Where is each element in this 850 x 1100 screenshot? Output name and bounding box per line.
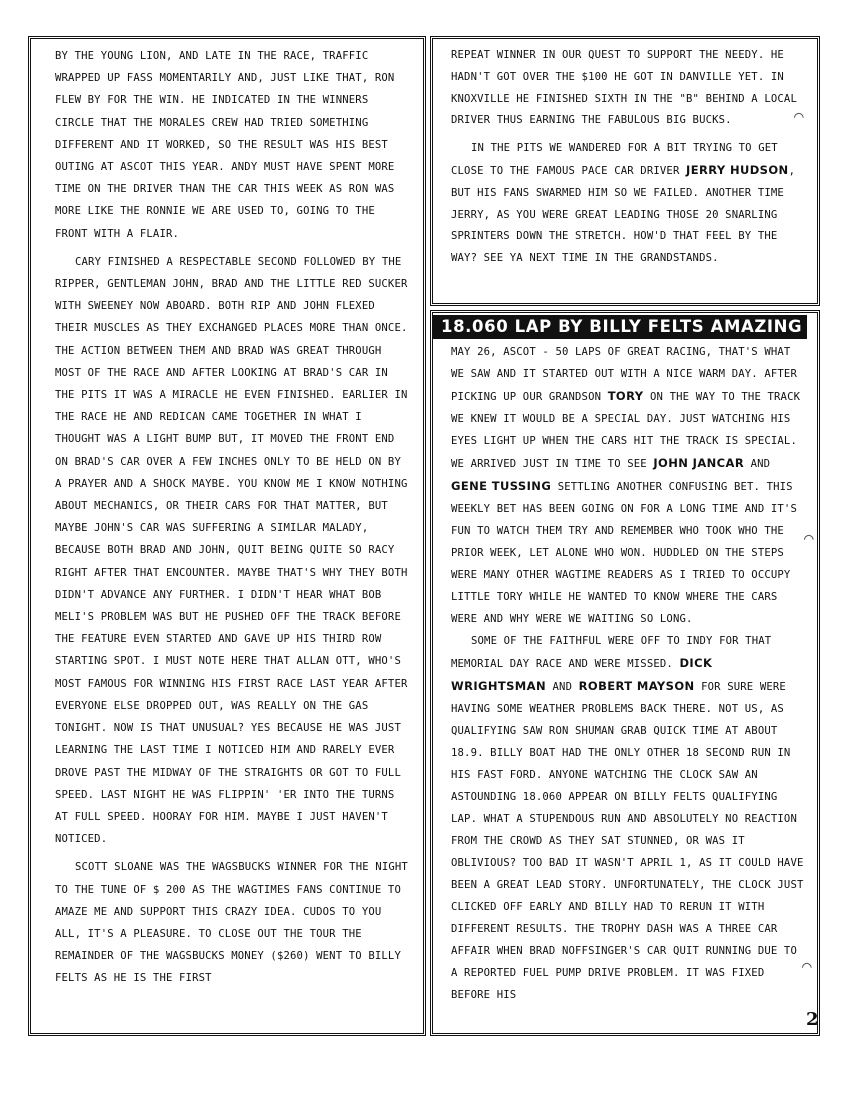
paragraph — [451, 138, 807, 270]
binder-mark-icon: ⌒ — [794, 106, 804, 125]
right-top-column — [430, 36, 820, 306]
text-run: ON THE WAY TO THE TRACK WE KNEW IT WOULD BE A SPECIAL DAY. JUST WATCHING HIS EYES LIGHT UP WHEN THE CARS HIT THE TRACK IS SPECIAL. WE ARRIVED JUST IN TIME TO SEE — [451, 391, 801, 470]
paragraph: BY THE YOUNG LION, AND LATE IN THE RACE, TRAFFIC WRAPPED UP FASS MOMENTARILY AND, JUST LIKE THAT, RON FLEW BY FOR THE WIN. HE INDICATED IN THE WINNERS CIRCLE THAT THE MORALES CREW HAD TRIED SOMETHING DIFFERENT AND IT WORKED, SO THE RESULT WAS HIS BEST OUTING AT ASCOT THIS YEAR. ANDY MUST HAVE SPENT MORE TIME ON THE DRIVER THAN THE CAR THIS WEEK AS RON WAS MORE LIKE THE RONNIE WE ARE USED TO, GOING TO THE FRONT WITH A FLAIR. — [55, 50, 395, 240]
paragraph: REPEAT WINNER IN OUR QUEST TO SUPPORT THE NEEDY. HE HADN'T GOT OVER THE $100 HE GOT IN DANVILLE YET. IN KNOXVILLE HE FINISHED SIXTH IN THE "B" BEHIND A LOCAL DRIVER THUS EARNING THE FABULOUS BIG BUCKS. — [451, 49, 797, 127]
page-number: 2 — [806, 1009, 819, 1030]
paragraph — [451, 630, 807, 1006]
text-run: MAY 26, ASCOT - 50 LAPS OF GREAT RACING, THAT'S WHAT WE SAW AND IT STARTED OUT WITH A NICE WARM DAY. AFTER PICKING UP OUR GRANDSON — [451, 346, 797, 403]
text-run: FOR SURE WERE HAVING SOME WEATHER PROBLEMS BACK THERE. NOT US, AS QUALIFYING SAW RON SHUMAN GRAB QUICK TIME AT ABOUT 18.9. BILLY BOAT HAD THE ONLY OTHER 18 SECOND RUN IN HIS FAST FORD. ANYONE WATCHING THE CLOCK SAW AN ASTOUNDING 18.060 APPEAR ON BILLY FELTS QUALIFYING LAP. WHAT A STUPENDOUS RUN AND ABSOLUTELY NO REACTION FROM THE CROWD AS THEY SAT STUNNED, OR WAS IT OBLIVIOUS? TOO BAD IT WASN'T APRIL 1, AS IT COULD HAVE BEEN A GREAT LEAD STORY. UNFORTUNATELY, THE CLOCK JUST CLICKED OFF EARLY AND BILLY HAD TO RERUN IT WITH DIFFERENT RESULTS. THE TROPHY DASH WAS A THREE CAR AFFAIR WHEN BRAD NOFFSINGER'S CAR QUIT RUNNING DUE TO A REPORTED FUEL PUMP DRIVE PROBLEM. IT WAS FIXED BEFORE HIS — [451, 681, 804, 1001]
paragraph — [451, 341, 807, 630]
person-name: ROBERT MAYSON — [578, 679, 695, 693]
person-name: JERRY HUDSON — [686, 162, 789, 177]
text-run: SOME OF THE FAITHFUL WERE OFF TO INDY FOR THAT MEMORIAL DAY RACE AND WERE MISSED. — [451, 635, 772, 670]
left-column — [28, 36, 426, 1036]
paragraph: CARY FINISHED A RESPECTABLE SECOND FOLLOWED BY THE RIPPER, GENTLEMAN JOHN, BRAD AND THE LITTLE RED SUCKER WITH SWEENEY NOW ABOARD. BOTH RIP AND JOHN FLEXED THEIR MUSCLES AS THEY EXCHANGED PLACES MORE THAN ONCE. THE ACTION BETWEEN THEM AND BRAD WAS GREAT THROUGH MOST OF THE RACE AND AFTER LOOKING AT BRAD'S CAR IN THE PITS IT WAS A MIRACLE HE EVEN FINISHED. EARLIER IN THE RACE HE AND REDICAN CAME TOGETHER IN WHAT I THOUGHT WAS A LIGHT BUMP BUT, IT MOVED THE FRONT END ON BRAD'S CAR OVER A FEW INCHES ONLY TO BE HELD ON BY A PRAYER AND A SHOCK MAYBE. YOU KNOW ME I KNOW NOTHING ABOUT MECHANICS, OR THEIR CARS FOR THAT MATTER, BUT MAYBE JOHN'S CAR WAS SUFFERING A SIMILAR MALADY, BECAUSE BOTH BRAD AND JOHN, QUIT BEING QUITE SO RACY RIGHT AFTER THAT ENCOUNTER. MAYBE THAT'S WHY THEY BOTH DIDN'T ADVANCE ANY FURTHER. I DIDN'T HEAR WHAT BOB MELI'S PROBLEM WAS BUT HE PUSHED OFF THE TRACK BEFORE THE FEATURE EVEN STARTED AND GAVE UP HIS THIRD ROW STARTING SPOT. I MUST NOTE HERE THAT ALLAN OTT, WHO'S MOST FAMOUS FOR WINNING HIS FIRST RACE LAST YEAR AFTER EVERYONE ELSE DROPPED OUT, WAS REALLY ON THE GAS TONIGHT. NOW IS THAT UNUSUAL? YES BECAUSE HE WAS JUST LEARNING THE LAST TIME I NOTICED HIM AND RARELY EVER DROVE PAST THE MIDWAY OF THE STRAIGHTS OR GOT TO FULL SPEED. LAST NIGHT HE WAS FLIPPIN' 'ER INTO THE TURNS AT FULL SPEED. HOORAY FOR HIM. MAYBE I JUST HAVEN'T NOTICED. — [55, 255, 408, 846]
binder-mark-icon: ⌒ — [804, 528, 814, 547]
article-body — [433, 341, 807, 1006]
text-run: SETTLING ANOTHER CONFUSING BET. THIS WEEKLY BET HAS BEEN GOING ON FOR A LONG TIME AND IT'S FUN TO WATCH THEM TRY AND REMEMBER WHO TOOK WHO THE PRIOR WEEK, LET ALONE WHO WON. HUDDLED ON THE STEPS WERE MANY OTHER WAGTIME READERS AS I TRIED TO OCCUPY LITTLE TORY WHILE HE WANTED TO KNOW WHERE THE CARS WERE AND WHY WERE WE WAITING SO LONG. — [451, 481, 797, 625]
person-name: GENE TUSSING — [451, 479, 552, 493]
person-name: DICK WRIGHTSMAN — [451, 656, 713, 693]
text-run: , BUT HIS FANS SWARMED HIM SO WE FAILED. ANOTHER TIME JERRY, AS YOU WERE GREAT LEADING THOSE 20 SNARLING SPRINTERS DOWN THE STRETCH. HOW'D THAT FEEL BY THE WAY? SEE YA NEXT TIME IN THE GRANDSTANDS. — [451, 164, 796, 265]
person-name: TORY — [607, 389, 644, 403]
text-run: AND — [750, 458, 771, 470]
text-run: IN THE PITS WE WANDERED FOR A BIT TRYING TO GET CLOSE TO THE FAMOUS PACE CAR DRIVER — [451, 142, 778, 177]
paragraph: SCOTT SLOANE WAS THE WAGSBUCKS WINNER FOR THE NIGHT TO THE TUNE OF $ 200 AS THE WAGTIMES FANS CONTINUE TO AMAZE ME AND SUPPORT THIS CRAZY IDEA. CUDOS TO YOU ALL, IT'S A PLEASURE. TO CLOSE OUT THE TOUR THE REMAINDER OF THE WAGSBUCKS MONEY ($260) WENT TO BILLY FELTS AS HE IS THE FIRST — [55, 861, 408, 985]
binder-mark-icon: ⌒ — [802, 956, 812, 975]
person-name: JOHN JANCAR — [653, 456, 745, 470]
right-bottom-column — [430, 310, 820, 1036]
text-run: AND — [552, 681, 573, 693]
article-headline: 18.060 LAP BY BILLY FELTS AMAZING — [433, 315, 807, 339]
